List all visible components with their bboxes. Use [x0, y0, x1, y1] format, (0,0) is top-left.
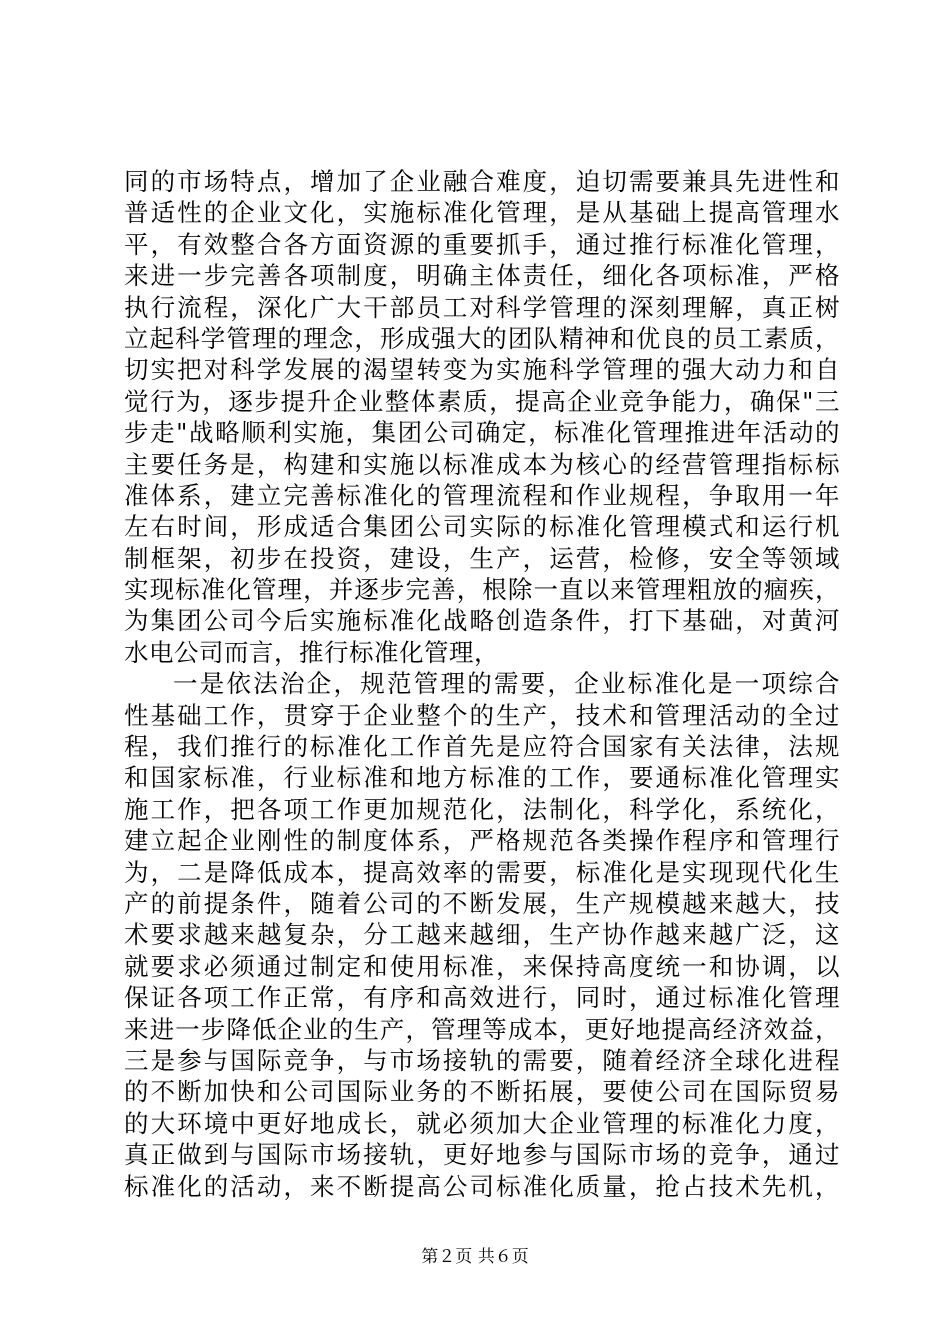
text-line: 准体系，建立完善标准化的管理流程和作业规程，争取用一年 [124, 480, 840, 510]
text-line: 三是参与国际竞争，与市场接轨的需要，随着经济全球化进程 [124, 1045, 840, 1075]
text-line: 性基础工作，贯穿于企业整个的生产，技术和管理活动的全过 [124, 700, 840, 730]
text-line: 就要求必须通过制定和使用标准，来保持高度统一和协调，以 [124, 951, 840, 981]
text-line: 切实把对科学发展的渴望转变为实施科学管理的强大动力和自 [124, 355, 840, 385]
text-line: 为，二是降低成本，提高效率的需要，标准化是实现现代化生 [124, 857, 840, 887]
text-line: 产的前提条件，随着公司的不断发展，生产规模越来越大，技 [124, 888, 840, 918]
text-line: 觉行为，逐步提升企业整体素质，提高企业竞争能力，确保"三 [124, 386, 840, 416]
text-line: 左右时间，形成适合集团公司实际的标准化管理模式和运行机 [124, 512, 840, 542]
text-line: 来进一步降低企业的生产，管理等成本，更好地提高经济效益， [124, 1014, 840, 1044]
text-line: 的大环境中更好地成长，就必须加大企业管理的标准化力度， [124, 1108, 840, 1138]
text-line: 水电公司而言，推行标准化管理， [124, 637, 499, 667]
text-line: 平，有效整合各方面资源的重要抓手，通过推行标准化管理， [124, 229, 840, 259]
text-line: 立起科学管理的理念，形成强大的团队精神和优良的员工素质， [124, 323, 840, 353]
text-line: 普适性的企业文化，实施标准化管理，是从基础上提高管理水 [124, 198, 840, 228]
text-line: 保证各项工作正常，有序和高效进行，同时，通过标准化管理 [124, 983, 840, 1013]
text-line: 和国家标准，行业标准和地方标准的工作，要通标准化管理实 [124, 763, 840, 793]
text-line: 施工作，把各项工作更加规范化，法制化，科学化，系统化， [124, 794, 840, 824]
text-line: 执行流程，深化广大干部员工对科学管理的深刻理解，真正树 [124, 292, 840, 322]
text-line: 来进一步完善各项制度，明确主体责任，细化各项标准，严格 [124, 261, 840, 291]
text-line: 主要任务是，构建和实施以标准成本为核心的经营管理指标标 [124, 449, 840, 479]
text-line: 制框架，初步在投资，建设，生产，运营，检修，安全等领域 [124, 543, 840, 573]
text-line: 标准化的活动，来不断提高公司标准化质量，抢占技术先机， [124, 1171, 840, 1201]
text-line: 步走"战略顺利实施，集团公司确定，标准化管理推进年活动的 [124, 418, 840, 448]
page-number-footer: 第２页 共６页 [421, 1247, 529, 1267]
text-line: 为集团公司今后实施标准化战略创造条件，打下基础，对黄河 [124, 606, 840, 636]
body-text [124, 166, 840, 1202]
text-line: 的不断加快和公司国际业务的不断拓展，要使公司在国际贸易 [124, 1077, 840, 1107]
text-line: 建立起企业刚性的制度体系，严格规范各类操作程序和管理行 [124, 826, 840, 856]
paragraph-first-line: 一是依法治企，规范管理的需要，企业标准化是一项综合 [173, 669, 840, 699]
text-line: 术要求越来越复杂，分工越来越细，生产协作越来越广泛，这 [124, 920, 840, 950]
text-line: 实现标准化管理，并逐步完善，根除一直以来管理粗放的痼疾， [124, 575, 840, 605]
text-line: 同的市场特点，增加了企业融合难度，迫切需要兼具先进性和 [124, 167, 840, 196]
text-line: 真正做到与国际市场接轨，更好地参与国际市场的竞争，通过 [124, 1140, 840, 1170]
text-line: 程，我们推行的标准化工作首先是应符合国家有关法律，法规 [124, 732, 840, 762]
